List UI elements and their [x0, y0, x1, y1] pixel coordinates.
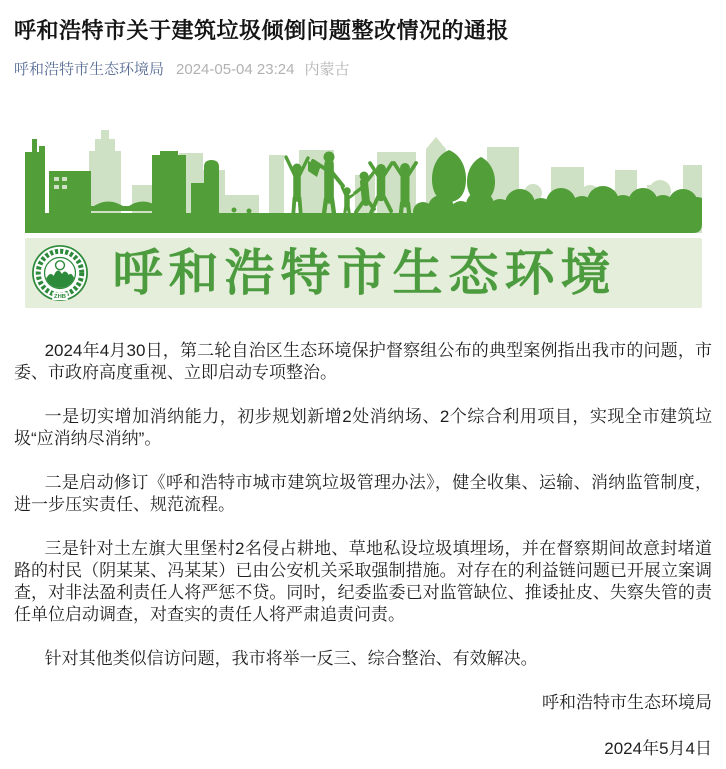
signature: 呼和浩特市生态环境局 [542, 693, 712, 712]
logo-zhb-text: ZHB [53, 294, 66, 301]
publish-datetime: 2024-05-04 23:24 [176, 61, 295, 78]
paragraph: 二是启动修订《呼和浩特市城市建筑垃圾管理办法》，健全收集、运输、消纳监管制度，进一步压实责任、规范流程。 [14, 473, 712, 514]
article-title: 呼和浩特市关于建筑垃圾倾倒问题整改情况的通报 [14, 18, 510, 43]
banner-org-name: 呼和浩特市生态环境 [112, 245, 617, 301]
article-date: 2024年5月4日 [604, 739, 712, 758]
publish-location: 内蒙古 [304, 61, 350, 78]
banner-band [25, 238, 702, 308]
paragraph: 针对其他类似信访问题，我市将举一反三、综合整治、有效解决。 [44, 649, 538, 668]
account-name-link[interactable]: 呼和浩特市生态环境局 [14, 61, 165, 78]
byline [14, 59, 712, 80]
banner-image [25, 105, 702, 308]
environmental-protection-logo-icon [31, 244, 89, 302]
paragraph: 一是切实增加消纳能力，初步规划新增2处消纳场、2个综合利用项目，实现全市建筑垃圾“应消纳尽消纳”。 [14, 407, 712, 448]
article-body [14, 340, 712, 760]
city-skyline-illustration [25, 105, 702, 235]
paragraph: 2024年4月30日，第二轮自治区生态环境保护督察组公布的典型案例指出我市的问题，市委、市政府高度重视、立即启动专项整治。 [14, 341, 712, 382]
paragraph: 三是针对土左旗大里堡村2名侵占耕地、草地私设垃圾填埋场，并在督察期间故意封堵道路的村民（阴某某、冯某某）已由公安机关采取强制措施。对存在的利益链问题已开展立案调查，对非法盈利责任人将严惩不贷。同时，纪委监委已对监管缺位、推诿扯皮、失察失管的责任单位启动调查，对查实的责任人将严肃追责问责。 [14, 539, 712, 624]
